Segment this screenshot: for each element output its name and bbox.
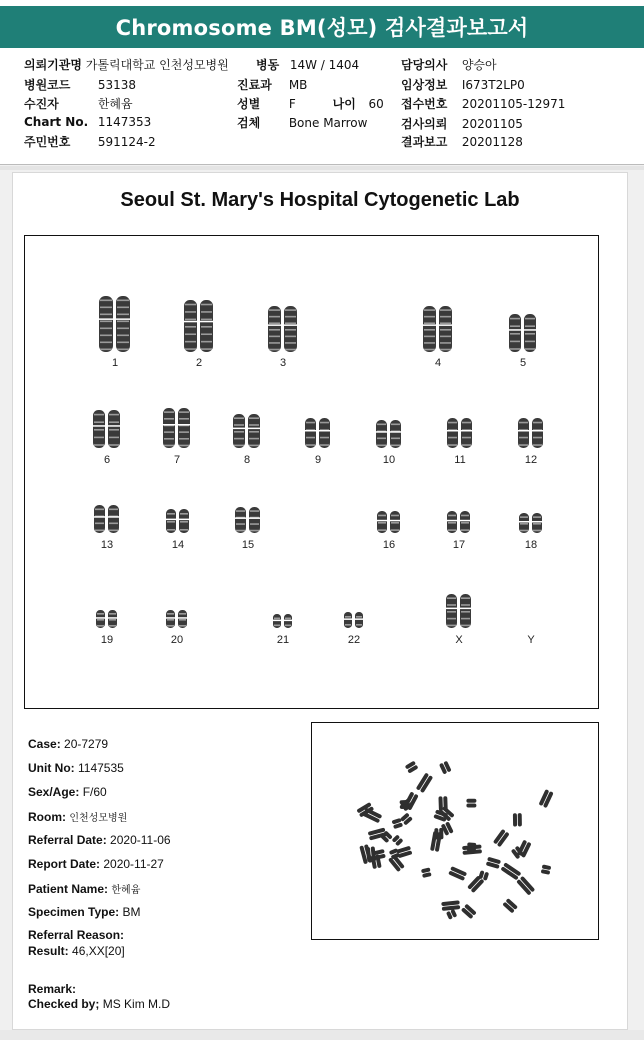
patient-name-value: 한혜윰 — [111, 885, 141, 896]
chromosome-pair — [232, 505, 264, 535]
chromosome-label: 1 — [111, 357, 119, 369]
receipt-value: 20201105-12971 — [461, 97, 566, 111]
clinical-label: 임상정보 — [401, 78, 448, 92]
remark-label: Remark: — [28, 982, 77, 996]
chromosome-pair — [506, 312, 540, 354]
age-value: 60 — [368, 97, 384, 111]
result-report-row — [401, 133, 523, 150]
checked-field — [28, 997, 170, 1011]
chromosome-pair — [230, 412, 264, 450]
unit-field — [28, 761, 124, 775]
chromosome-pair — [181, 298, 217, 354]
chromosome-label: 5 — [519, 357, 527, 369]
specimen-type-value: BM — [122, 905, 141, 919]
chromosome-pair — [163, 507, 193, 535]
specimen-label: 검체 — [237, 116, 261, 130]
referral-reason-field — [28, 928, 124, 942]
age-label: 나이 — [332, 97, 356, 111]
institution-row — [24, 56, 229, 73]
request-row — [401, 115, 523, 132]
chromosome-pair — [515, 416, 547, 450]
doctor-value: 양승아 — [461, 58, 497, 72]
patient-value: 한혜윰 — [97, 97, 133, 111]
chromosome-pair — [374, 509, 404, 535]
ward-row — [256, 56, 359, 73]
bottom-bar — [0, 1030, 644, 1040]
dept-label: 진료과 — [237, 78, 272, 92]
chromosome-label: 14 — [171, 539, 185, 551]
chromosome-label: 11 — [454, 454, 466, 466]
chromosome-pair — [270, 612, 296, 630]
chart-value: 1147353 — [97, 115, 152, 129]
chromosome-pair — [96, 294, 134, 354]
specimen-type-field — [28, 905, 140, 919]
unit-label: Unit No: — [28, 761, 75, 775]
sex-value: F — [288, 97, 296, 111]
patient-row — [24, 95, 133, 112]
result-value: 46,XX[20] — [72, 944, 125, 958]
chromosome-label: 15 — [241, 539, 255, 551]
sexage-value: F/60 — [82, 785, 107, 799]
specimen-type-label: Specimen Type: — [28, 905, 120, 919]
id-row — [24, 133, 156, 150]
chromosome-pair — [163, 608, 191, 630]
case-label: Case: — [28, 737, 61, 751]
chromosome-pair — [444, 416, 476, 450]
unit-value: 1147535 — [78, 761, 124, 775]
room-field — [28, 809, 127, 824]
case-field — [28, 737, 108, 751]
metaphase-spread — [312, 723, 598, 939]
chromosome-label: 6 — [103, 454, 111, 466]
chromosome-pair — [93, 608, 121, 630]
clinical-row — [401, 76, 525, 93]
karyogram-panel — [24, 235, 599, 709]
report-title: Chromosome BM(성모) 검사결과보고서 — [115, 16, 529, 40]
dept-row — [237, 76, 307, 93]
chromosome-pair — [265, 304, 301, 354]
checked-label: Checked by; — [28, 997, 100, 1011]
chromosome-label: Y — [527, 634, 535, 646]
id-label: 주민번호 — [24, 135, 71, 149]
chromosome-label: 18 — [524, 539, 538, 551]
receipt-label: 접수번호 — [401, 97, 448, 111]
request-value: 20201105 — [461, 117, 523, 131]
chromosome-label: 19 — [100, 634, 114, 646]
chromosome-pair — [420, 304, 456, 354]
specimen-value: Bone Marrow — [288, 116, 368, 130]
lab-title: Seoul St. Mary's Hospital Cytogenetic Lab — [120, 189, 520, 211]
result-label: Result: — [28, 944, 69, 958]
referral-date-field — [28, 833, 171, 847]
doctor-label: 담당의사 — [401, 58, 448, 72]
referral-reason-label: Referral Reason: — [28, 928, 125, 942]
sex-label: 성별 — [237, 97, 261, 111]
chromosome-label: 4 — [434, 357, 442, 369]
checked-value: MS Kim M.D — [102, 997, 171, 1011]
result-report-label: 결과보고 — [401, 135, 448, 149]
room-label: Room: — [28, 810, 66, 824]
chromosome-label: 16 — [382, 539, 396, 551]
doctor-row — [401, 56, 497, 73]
patient-label: 수진자 — [24, 97, 59, 111]
ward-value: 14W / 1404 — [289, 58, 360, 72]
hospital-code-row — [24, 76, 136, 93]
referral-date-label: Referral Date: — [28, 833, 107, 847]
chart-row — [24, 115, 151, 129]
chromosome-label: 9 — [314, 454, 322, 466]
separator — [0, 166, 644, 170]
receipt-row — [401, 95, 565, 112]
case-value: 20-7279 — [64, 737, 109, 751]
chromosome-label: 22 — [347, 634, 361, 646]
remark-field — [28, 982, 76, 996]
sexage-label: Sex/Age: — [28, 785, 80, 799]
chromosome-label: 10 — [382, 454, 396, 466]
institution-label: 의뢰기관명 — [24, 58, 82, 72]
clinical-value: I673T2LP0 — [461, 78, 525, 92]
chromosome-pair — [341, 610, 367, 630]
chromosome-pair — [91, 503, 123, 535]
report-date-field — [28, 857, 164, 871]
institution-value: 가톨릭대학교 인천성모병원 — [85, 58, 229, 72]
id-value: 591124-2 — [97, 135, 156, 149]
chromosome-pair — [90, 408, 124, 450]
report-title-bar — [0, 6, 644, 48]
cytogenetic-report — [12, 172, 628, 1030]
chromosome-label: 12 — [524, 454, 538, 466]
chromosome-pair — [302, 416, 334, 450]
report-date-label: Report Date: — [28, 857, 101, 871]
chromosome-label: 7 — [173, 454, 181, 466]
chromosome-label: 3 — [279, 357, 287, 369]
chromosome-pair — [373, 418, 405, 450]
request-label: 검사의뢰 — [401, 117, 448, 131]
referral-date-value: 2020-11-06 — [110, 833, 171, 847]
hospital-code-label: 병원코드 — [24, 78, 71, 92]
chromosome-label: 20 — [170, 634, 184, 646]
dept-value: MB — [288, 78, 308, 92]
chromosome-label: 13 — [100, 539, 114, 551]
sex-row — [237, 95, 384, 112]
result-report-value: 20201128 — [461, 135, 523, 149]
patient-info-panel — [0, 48, 644, 165]
hospital-code-value: 53138 — [97, 78, 137, 92]
chromosome-label: 2 — [195, 357, 203, 369]
chromosome-label: 8 — [243, 454, 251, 466]
chromosome-label: X — [455, 634, 463, 646]
report-date-value: 2020-11-27 — [103, 857, 164, 871]
chromosome-pair — [160, 406, 194, 450]
ward-label: 병동 — [256, 58, 280, 72]
chromosome-pair — [443, 592, 475, 630]
chromosome-pair — [444, 509, 474, 535]
specimen-row — [237, 114, 367, 131]
chromosome-label: 21 — [276, 634, 290, 646]
patient-name-label: Patient Name: — [28, 882, 109, 896]
result-field — [28, 944, 125, 958]
chromosome-pair — [516, 511, 546, 535]
chromosome-label: 17 — [452, 539, 466, 551]
patient-name-field — [28, 881, 140, 896]
chart-label: Chart No. — [24, 115, 89, 129]
sexage-field — [28, 785, 107, 799]
room-value: 인천성모병원 — [69, 813, 128, 824]
metaphase-image — [311, 722, 599, 940]
